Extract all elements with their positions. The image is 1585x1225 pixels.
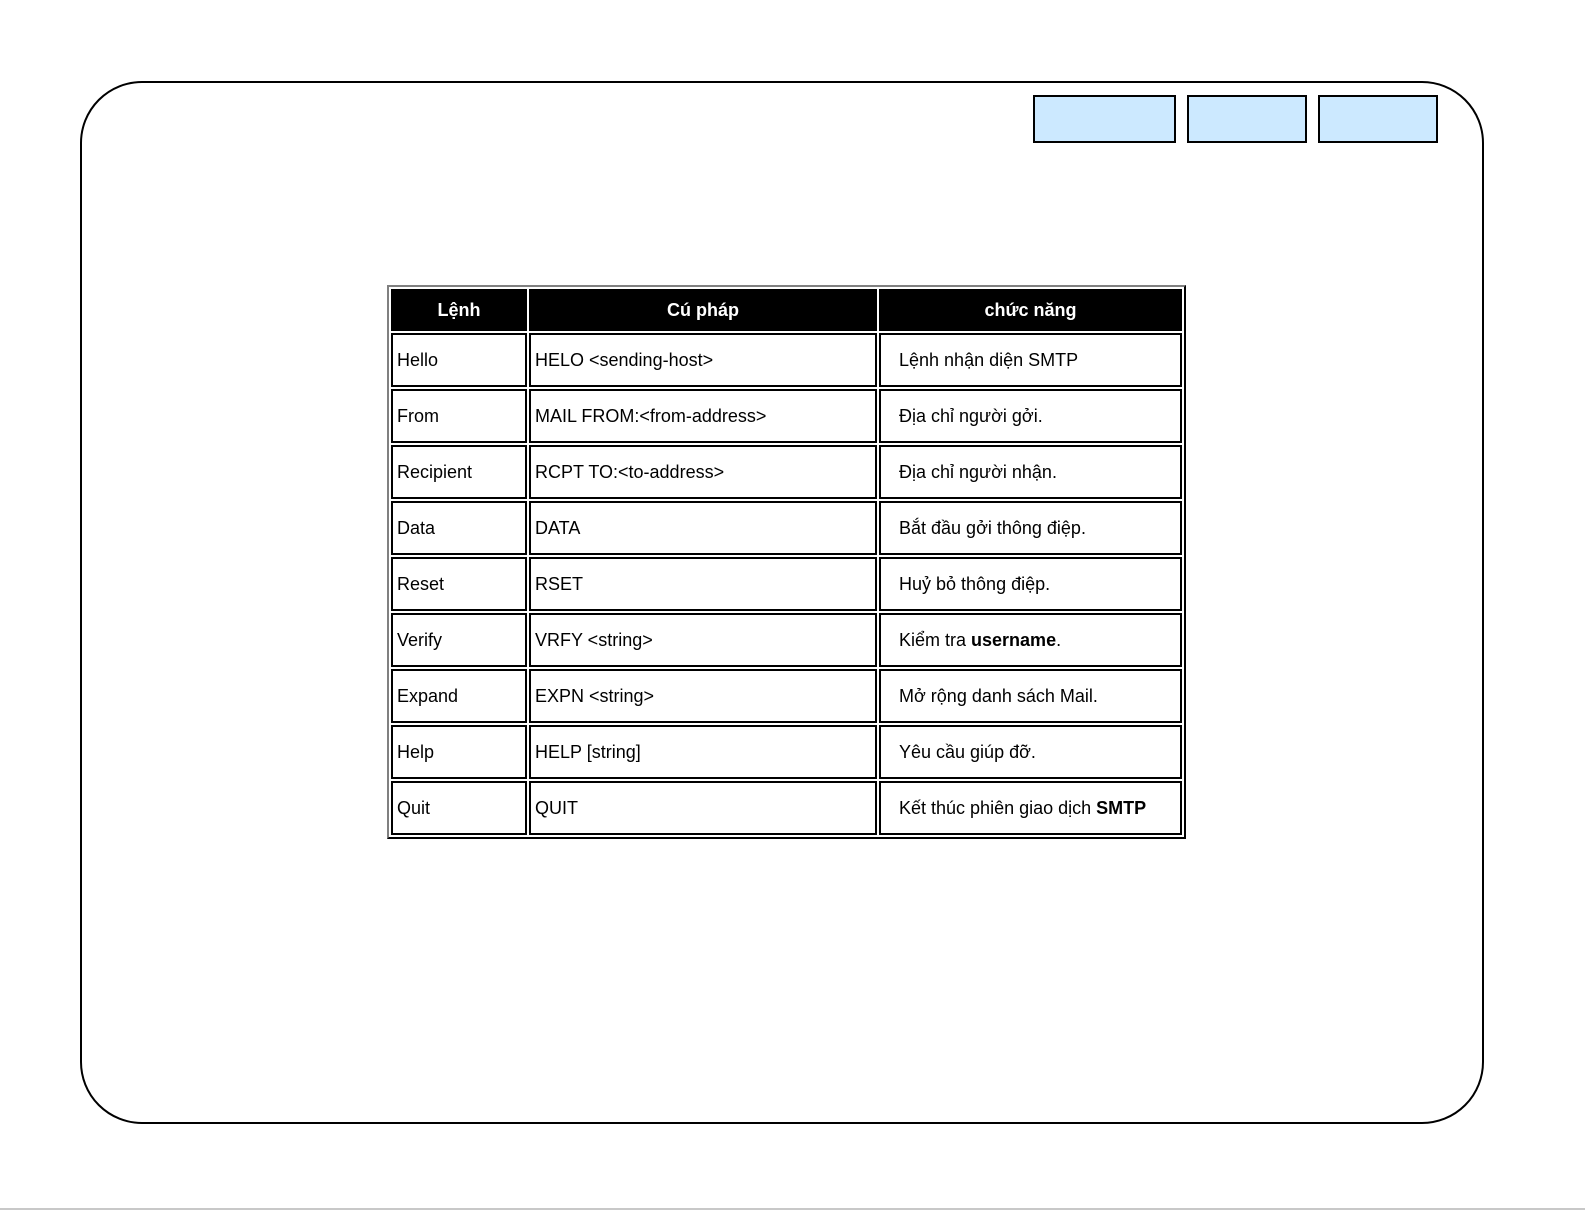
cell-function	[879, 669, 1182, 723]
function-text: Địa chỉ người nhận.	[899, 461, 1057, 482]
function-text: Huỷ bỏ thông điệp.	[899, 573, 1051, 594]
cell-syntax: VRFY <string>	[529, 613, 877, 667]
cell-function	[879, 445, 1182, 499]
cell-function	[879, 557, 1182, 611]
cell-syntax: RSET	[529, 557, 877, 611]
function-text: Bắt đầu gởi thông điệp.	[899, 517, 1086, 538]
cell-command: Verify	[391, 613, 527, 667]
cell-function	[879, 725, 1182, 779]
bottom-divider	[0, 1208, 1585, 1210]
function-text: Yêu cầu giúp đỡ.	[899, 741, 1036, 762]
command-table	[389, 287, 1184, 837]
nav-tab-2[interactable]	[1187, 95, 1307, 143]
function-bold-text: SMTP	[1096, 797, 1147, 818]
table-row	[391, 669, 1182, 723]
function-text: Kết thúc phiên giao dịch	[899, 797, 1097, 818]
table-row	[391, 725, 1182, 779]
header-command: Lệnh	[391, 289, 527, 331]
cell-command: From	[391, 389, 527, 443]
cell-function	[879, 613, 1182, 667]
table-row	[391, 445, 1182, 499]
table-row	[391, 333, 1182, 387]
cell-syntax: MAIL FROM:<from-address>	[529, 389, 877, 443]
cell-command: Help	[391, 725, 527, 779]
cell-command: Hello	[391, 333, 527, 387]
table-row	[391, 501, 1182, 555]
table-row	[391, 613, 1182, 667]
nav-tab-1[interactable]	[1033, 95, 1176, 143]
smtp-command-table	[387, 285, 1186, 839]
cell-syntax: RCPT TO:<to-address>	[529, 445, 877, 499]
function-text: Địa chỉ người gởi.	[899, 405, 1043, 426]
nav-tab-3[interactable]	[1318, 95, 1438, 143]
cell-syntax: QUIT	[529, 781, 877, 835]
table-row	[391, 781, 1182, 835]
cell-command: Reset	[391, 557, 527, 611]
table-header-row	[391, 289, 1182, 331]
cell-command: Recipient	[391, 445, 527, 499]
function-text: Lệnh nhận diện SMTP	[899, 349, 1079, 370]
table-row	[391, 557, 1182, 611]
header-function: chức năng	[879, 289, 1182, 331]
function-suffix: .	[1056, 629, 1062, 650]
function-text: Mở rộng danh sách Mail.	[899, 685, 1098, 706]
cell-syntax: EXPN <string>	[529, 669, 877, 723]
cell-function	[879, 389, 1182, 443]
cell-command: Expand	[391, 669, 527, 723]
cell-function	[879, 501, 1182, 555]
function-bold-text: username	[971, 629, 1057, 650]
cell-syntax: HELP [string]	[529, 725, 877, 779]
cell-function	[879, 781, 1182, 835]
table-row	[391, 389, 1182, 443]
cell-function	[879, 333, 1182, 387]
cell-command: Quit	[391, 781, 527, 835]
function-text: Kiểm tra	[899, 629, 972, 650]
header-syntax: Cú pháp	[529, 289, 877, 331]
cell-syntax: DATA	[529, 501, 877, 555]
cell-command: Data	[391, 501, 527, 555]
cell-syntax: HELO <sending-host>	[529, 333, 877, 387]
